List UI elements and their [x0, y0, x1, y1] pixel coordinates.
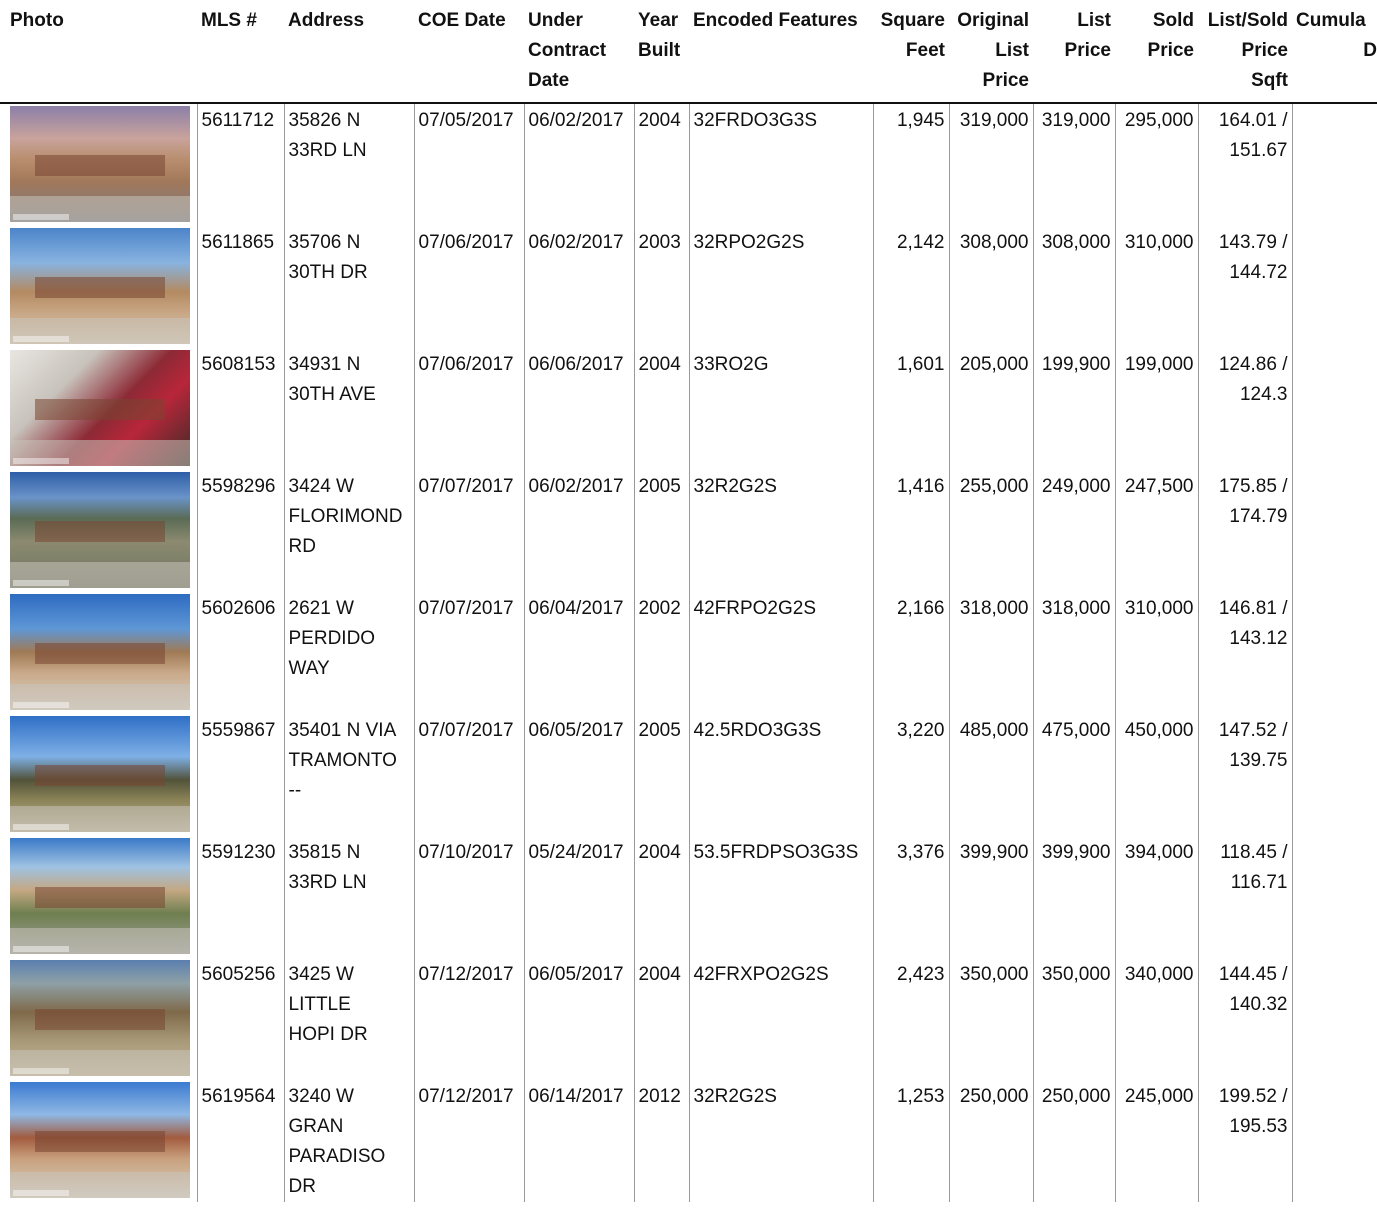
cell-text: 144.72 — [1229, 262, 1288, 283]
original-list-price — [949, 836, 1033, 958]
cell-text: 2012 — [638, 1086, 681, 1107]
cell-text: PERDIDO — [288, 628, 376, 649]
cell-text: 5605256 — [201, 964, 276, 985]
encoded-features — [689, 958, 873, 1080]
cell-text: 2,423 — [896, 964, 945, 985]
under-contract-date — [524, 592, 634, 714]
original-list-price — [949, 226, 1033, 348]
coe-date — [414, 714, 524, 836]
table-row[interactable] — [0, 348, 1377, 470]
cell-text: 399,900 — [959, 842, 1029, 863]
cell-text: 164.01 / — [1218, 110, 1288, 131]
cell-text: 5611865 — [201, 232, 275, 253]
cell-text: 33RD LN — [288, 140, 367, 161]
photo-detail-roof — [35, 887, 165, 908]
under-contract-date — [524, 226, 634, 348]
cell-text: 1,601 — [896, 354, 945, 375]
cell-text: 250,000 — [959, 1086, 1029, 1107]
coe-date — [414, 958, 524, 1080]
cell-text: HOPI DR — [288, 1024, 368, 1045]
cell-text: 1,416 — [896, 476, 945, 497]
listing-photo[interactable] — [0, 1080, 197, 1202]
col-under-contract-date[interactable]: Under Contract Date — [528, 10, 607, 91]
square-feet — [873, 1080, 949, 1202]
cell-text: 2004 — [638, 354, 681, 375]
list-sold-price-sqft — [1198, 836, 1292, 958]
house-photo-thumbnail[interactable] — [10, 716, 190, 832]
list-sold-price-sqft — [1198, 1080, 1292, 1202]
house-photo-thumbnail[interactable] — [10, 472, 190, 588]
year-built — [634, 958, 689, 1080]
cell-text: 319,000 — [959, 110, 1029, 131]
cell-text: 249,000 — [1041, 476, 1111, 497]
mls-number[interactable] — [197, 714, 284, 836]
cell-text: 2,142 — [896, 232, 945, 253]
col-list-sold-price-sqft[interactable]: List/Sold Price Sqft — [1207, 10, 1288, 91]
photo-detail-mark — [13, 336, 69, 342]
cell-text: 394,000 — [1124, 842, 1194, 863]
cell-text: 5591230 — [201, 842, 276, 863]
cell-text: 06/02/2017 — [528, 232, 624, 253]
sold-price — [1115, 592, 1198, 714]
cell-text: 07/12/2017 — [418, 1086, 514, 1107]
square-feet — [873, 836, 949, 958]
address — [284, 1080, 414, 1202]
original-list-price — [949, 592, 1033, 714]
cell-text: 34931 N — [288, 354, 361, 375]
house-photo-thumbnail[interactable] — [10, 838, 190, 954]
address — [284, 958, 414, 1080]
cell-text: 53.5FRDPSO3G3S — [693, 842, 859, 863]
cell-text: 1,253 — [896, 1086, 945, 1107]
sold-price — [1115, 714, 1198, 836]
cell-text: 33RO2G — [693, 354, 769, 375]
house-photo-thumbnail[interactable] — [10, 106, 190, 222]
cell-text: 5608153 — [201, 354, 276, 375]
cumulative-days — [1292, 103, 1377, 226]
cell-text: 5602606 — [201, 598, 276, 619]
cell-text: 07/07/2017 — [418, 720, 514, 741]
cell-text: 5559867 — [201, 720, 276, 741]
original-list-price — [949, 470, 1033, 592]
photo-detail-roof — [35, 521, 165, 542]
square-feet — [873, 103, 949, 226]
cell-text: 2,166 — [896, 598, 945, 619]
cell-text: 310,000 — [1124, 232, 1194, 253]
under-contract-date — [524, 348, 634, 470]
cell-text: 32FRDO3G3S — [693, 110, 818, 131]
col-address[interactable]: Address — [288, 10, 365, 31]
coe-date — [414, 592, 524, 714]
original-list-price — [949, 958, 1033, 1080]
table-row[interactable] — [0, 470, 1377, 592]
photo-detail-mark — [13, 946, 69, 952]
cell-text: 42FRPO2G2S — [693, 598, 816, 619]
house-photo-thumbnail[interactable] — [10, 228, 190, 344]
cell-text: 42.5RDO3G3S — [693, 720, 822, 741]
mls-number[interactable] — [197, 958, 284, 1080]
cell-text: 06/02/2017 — [528, 110, 624, 131]
cell-text: 2003 — [638, 232, 681, 253]
col-encoded-features[interactable]: Encoded Features — [693, 10, 858, 31]
cell-text: FLORIMOND — [288, 506, 403, 527]
cell-text: WAY — [288, 658, 330, 679]
cell-text: 450,000 — [1124, 720, 1194, 741]
mls-number[interactable] — [197, 348, 284, 470]
cell-text: 35815 N — [288, 842, 361, 863]
sold-price — [1115, 103, 1198, 226]
mls-number[interactable] — [197, 470, 284, 592]
table-row[interactable] — [0, 714, 1377, 836]
list-sold-price-sqft — [1198, 226, 1292, 348]
original-list-price — [949, 714, 1033, 836]
cumulative-days — [1292, 470, 1377, 592]
encoded-features — [689, 836, 873, 958]
under-contract-date — [524, 1080, 634, 1202]
house-photo-thumbnail[interactable] — [10, 1082, 190, 1198]
cumulative-days — [1292, 714, 1377, 836]
cell-text: 310,000 — [1124, 598, 1194, 619]
cumulative-days — [1292, 226, 1377, 348]
address — [284, 714, 414, 836]
list-price — [1033, 592, 1115, 714]
cell-text: 42FRXPO2G2S — [693, 964, 829, 985]
list-price — [1033, 226, 1115, 348]
list-price — [1033, 1080, 1115, 1202]
cell-text: 06/14/2017 — [528, 1086, 624, 1107]
cell-text: 2005 — [638, 476, 681, 497]
cell-text: 146.81 / — [1218, 598, 1288, 619]
cell-text: -- — [288, 780, 302, 801]
list-sold-price-sqft — [1198, 958, 1292, 1080]
photo-detail-mark — [13, 214, 69, 220]
photo-detail-mark — [13, 458, 69, 464]
cell-text: 30TH AVE — [288, 384, 376, 405]
under-contract-date — [524, 714, 634, 836]
mls-number[interactable] — [197, 1080, 284, 1202]
house-photo-thumbnail[interactable] — [10, 960, 190, 1076]
year-built — [634, 592, 689, 714]
cell-text: GRAN — [288, 1116, 344, 1137]
col-coe-date[interactable]: COE Date — [418, 10, 506, 31]
table-row[interactable] — [0, 592, 1377, 714]
table-row[interactable] — [0, 836, 1377, 958]
cell-text: 07/12/2017 — [418, 964, 514, 985]
cell-text: 245,000 — [1124, 1086, 1194, 1107]
sold-price — [1115, 348, 1198, 470]
photo-detail-mark — [13, 702, 69, 708]
square-feet — [873, 348, 949, 470]
col-mls[interactable]: MLS # — [201, 10, 257, 31]
coe-date — [414, 103, 524, 226]
listing-photo[interactable] — [0, 226, 197, 348]
year-built — [634, 470, 689, 592]
cell-text: 07/10/2017 — [418, 842, 514, 863]
original-list-price — [949, 348, 1033, 470]
square-feet — [873, 470, 949, 592]
cell-text: 3425 W — [288, 964, 354, 985]
cell-text: 06/06/2017 — [528, 354, 624, 375]
cell-text: 140.32 — [1229, 994, 1288, 1015]
encoded-features — [689, 1080, 873, 1202]
encoded-features — [689, 592, 873, 714]
table-row[interactable] — [0, 1080, 1377, 1202]
cell-text: 318,000 — [959, 598, 1029, 619]
cell-text: 250,000 — [1041, 1086, 1111, 1107]
photo-detail-roof — [35, 643, 165, 664]
photo-detail-roof — [35, 277, 165, 298]
list-price — [1033, 348, 1115, 470]
col-cumulative[interactable]: Cumula D — [1296, 10, 1377, 61]
cell-text: 3424 W — [288, 476, 354, 497]
cell-text: 5619564 — [201, 1086, 276, 1107]
cumulative-days — [1292, 592, 1377, 714]
original-list-price — [949, 1080, 1033, 1202]
under-contract-date — [524, 103, 634, 226]
list-price — [1033, 103, 1115, 226]
cell-text: 5598296 — [201, 476, 276, 497]
cell-text: 318,000 — [1041, 598, 1111, 619]
cell-text: 399,900 — [1041, 842, 1111, 863]
photo-detail-roof — [35, 1009, 165, 1030]
table-row[interactable] — [0, 103, 1377, 226]
list-price — [1033, 836, 1115, 958]
year-built — [634, 348, 689, 470]
square-feet — [873, 714, 949, 836]
cumulative-days — [1292, 958, 1377, 1080]
cell-text: 205,000 — [959, 354, 1029, 375]
cell-text: 350,000 — [1041, 964, 1111, 985]
cell-text: 3,220 — [896, 720, 945, 741]
cell-text: 151.67 — [1229, 140, 1288, 161]
cell-text: 485,000 — [959, 720, 1029, 741]
cell-text: 255,000 — [959, 476, 1029, 497]
cell-text: 06/05/2017 — [528, 720, 624, 741]
cell-text: 350,000 — [959, 964, 1029, 985]
photo-detail-mark — [13, 1068, 69, 1074]
col-square-feet[interactable]: Square Feet — [880, 10, 945, 61]
mls-number[interactable] — [197, 592, 284, 714]
sold-price — [1115, 226, 1198, 348]
list-sold-price-sqft — [1198, 348, 1292, 470]
mls-number[interactable] — [197, 103, 284, 226]
cell-text: 2621 W — [288, 598, 354, 619]
under-contract-date — [524, 958, 634, 1080]
sold-price — [1115, 1080, 1198, 1202]
cell-text: 247,500 — [1124, 476, 1194, 497]
cell-text: 07/07/2017 — [418, 476, 514, 497]
col-year-built[interactable]: Year Built — [638, 10, 681, 61]
cell-text: 319,000 — [1041, 110, 1111, 131]
cell-text: 475,000 — [1041, 720, 1111, 741]
cell-text: 06/02/2017 — [528, 476, 624, 497]
cell-text: 199,000 — [1124, 354, 1194, 375]
col-sold-price[interactable]: Sold Price — [1147, 10, 1194, 61]
sold-price — [1115, 958, 1198, 1080]
square-feet — [873, 226, 949, 348]
cell-text: 174.79 — [1229, 506, 1288, 527]
cell-text: 3,376 — [896, 842, 945, 863]
coe-date — [414, 470, 524, 592]
cumulative-days — [1292, 348, 1377, 470]
cell-text: 5611712 — [201, 110, 275, 131]
cell-text: 07/06/2017 — [418, 354, 514, 375]
listing-photo[interactable] — [0, 592, 197, 714]
cell-text: DR — [288, 1176, 316, 1197]
cell-text: 07/06/2017 — [418, 232, 514, 253]
photo-detail-mark — [13, 580, 69, 586]
sold-price — [1115, 470, 1198, 592]
square-feet — [873, 958, 949, 1080]
house-photo-thumbnail[interactable] — [10, 350, 190, 466]
cell-text: 06/04/2017 — [528, 598, 624, 619]
cell-text: TRAMONTO — [288, 750, 397, 771]
cell-text: 2002 — [638, 598, 681, 619]
cell-text: 1,945 — [896, 110, 945, 131]
list-sold-price-sqft — [1198, 103, 1292, 226]
cell-text: 199.52 / — [1218, 1086, 1288, 1107]
table-row[interactable] — [0, 958, 1377, 1080]
cell-text: PARADISO — [288, 1146, 386, 1167]
cell-text: RD — [288, 536, 316, 557]
cell-text: 32RPO2G2S — [693, 232, 805, 253]
encoded-features — [689, 348, 873, 470]
cell-text: 175.85 / — [1218, 476, 1288, 497]
under-contract-date — [524, 836, 634, 958]
cell-text: 124.3 — [1239, 384, 1288, 405]
photo-detail-mark — [13, 1190, 69, 1196]
cell-text: 06/05/2017 — [528, 964, 624, 985]
cell-text: 3240 W — [288, 1086, 354, 1107]
cell-text: 2004 — [638, 110, 681, 131]
cumulative-days — [1292, 1080, 1377, 1202]
cell-text: 199,900 — [1041, 354, 1111, 375]
cell-text: 2005 — [638, 720, 681, 741]
cell-text: 35401 N VIA — [288, 720, 397, 741]
cell-text: 2004 — [638, 842, 681, 863]
list-price — [1033, 958, 1115, 1080]
cell-text: 33RD LN — [288, 872, 367, 893]
col-list-price[interactable]: List Price — [1064, 10, 1111, 61]
col-photo[interactable]: Photo — [10, 10, 64, 31]
cell-text: 139.75 — [1229, 750, 1288, 771]
address — [284, 226, 414, 348]
listing-photo[interactable] — [0, 103, 197, 226]
coe-date — [414, 226, 524, 348]
cell-text: 32R2G2S — [693, 1086, 777, 1107]
photo-detail-roof — [35, 1131, 165, 1152]
cell-text: 147.52 / — [1218, 720, 1288, 741]
list-price — [1033, 714, 1115, 836]
photo-detail-roof — [35, 765, 165, 786]
cell-text: 07/05/2017 — [418, 110, 514, 131]
cell-text: 35826 N — [288, 110, 361, 131]
year-built — [634, 103, 689, 226]
photo-detail-roof — [35, 399, 165, 420]
cell-text: 340,000 — [1124, 964, 1194, 985]
sold-price — [1115, 836, 1198, 958]
cell-text: 118.45 / — [1220, 842, 1288, 863]
encoded-features — [689, 470, 873, 592]
header-row — [0, 0, 1377, 103]
listing-photo[interactable] — [0, 714, 197, 836]
encoded-features — [689, 714, 873, 836]
listing-photo[interactable] — [0, 958, 197, 1080]
listing-photo[interactable] — [0, 470, 197, 592]
address — [284, 592, 414, 714]
year-built — [634, 714, 689, 836]
year-built — [634, 836, 689, 958]
list-price — [1033, 470, 1115, 592]
photo-detail-mark — [13, 824, 69, 830]
encoded-features — [689, 226, 873, 348]
photo-detail-roof — [35, 155, 165, 176]
col-original-list-price[interactable]: Original List Price — [957, 10, 1029, 91]
cell-text: 2004 — [638, 964, 681, 985]
cell-text: 124.86 / — [1218, 354, 1288, 375]
cell-text: 308,000 — [1041, 232, 1111, 253]
address — [284, 470, 414, 592]
cell-text: 295,000 — [1124, 110, 1194, 131]
coe-date — [414, 348, 524, 470]
cell-text: LITTLE — [288, 994, 351, 1015]
cell-text: 143.79 / — [1218, 232, 1288, 253]
cell-text: 116.71 — [1230, 872, 1288, 893]
mls-number[interactable] — [197, 836, 284, 958]
house-photo-thumbnail[interactable] — [10, 594, 190, 710]
encoded-features — [689, 103, 873, 226]
list-sold-price-sqft — [1198, 714, 1292, 836]
cell-text: 144.45 / — [1218, 964, 1288, 985]
cell-text: 07/07/2017 — [418, 598, 514, 619]
coe-date — [414, 836, 524, 958]
listing-photo[interactable] — [0, 348, 197, 470]
coe-date — [414, 1080, 524, 1202]
address — [284, 103, 414, 226]
cumulative-days — [1292, 836, 1377, 958]
mls-number[interactable] — [197, 226, 284, 348]
original-list-price — [949, 103, 1033, 226]
cell-text: 30TH DR — [288, 262, 368, 283]
table-row[interactable] — [0, 226, 1377, 348]
year-built — [634, 226, 689, 348]
address — [284, 836, 414, 958]
list-sold-price-sqft — [1198, 592, 1292, 714]
under-contract-date — [524, 470, 634, 592]
square-feet — [873, 592, 949, 714]
address — [284, 348, 414, 470]
year-built — [634, 1080, 689, 1202]
listing-photo[interactable] — [0, 836, 197, 958]
cell-text: 05/24/2017 — [528, 842, 624, 863]
cell-text: 35706 N — [288, 232, 361, 253]
cell-text: 308,000 — [959, 232, 1029, 253]
list-sold-price-sqft — [1198, 470, 1292, 592]
cell-text: 143.12 — [1229, 628, 1288, 649]
cell-text: 32R2G2S — [693, 476, 777, 497]
cell-text: 195.53 — [1229, 1116, 1288, 1137]
